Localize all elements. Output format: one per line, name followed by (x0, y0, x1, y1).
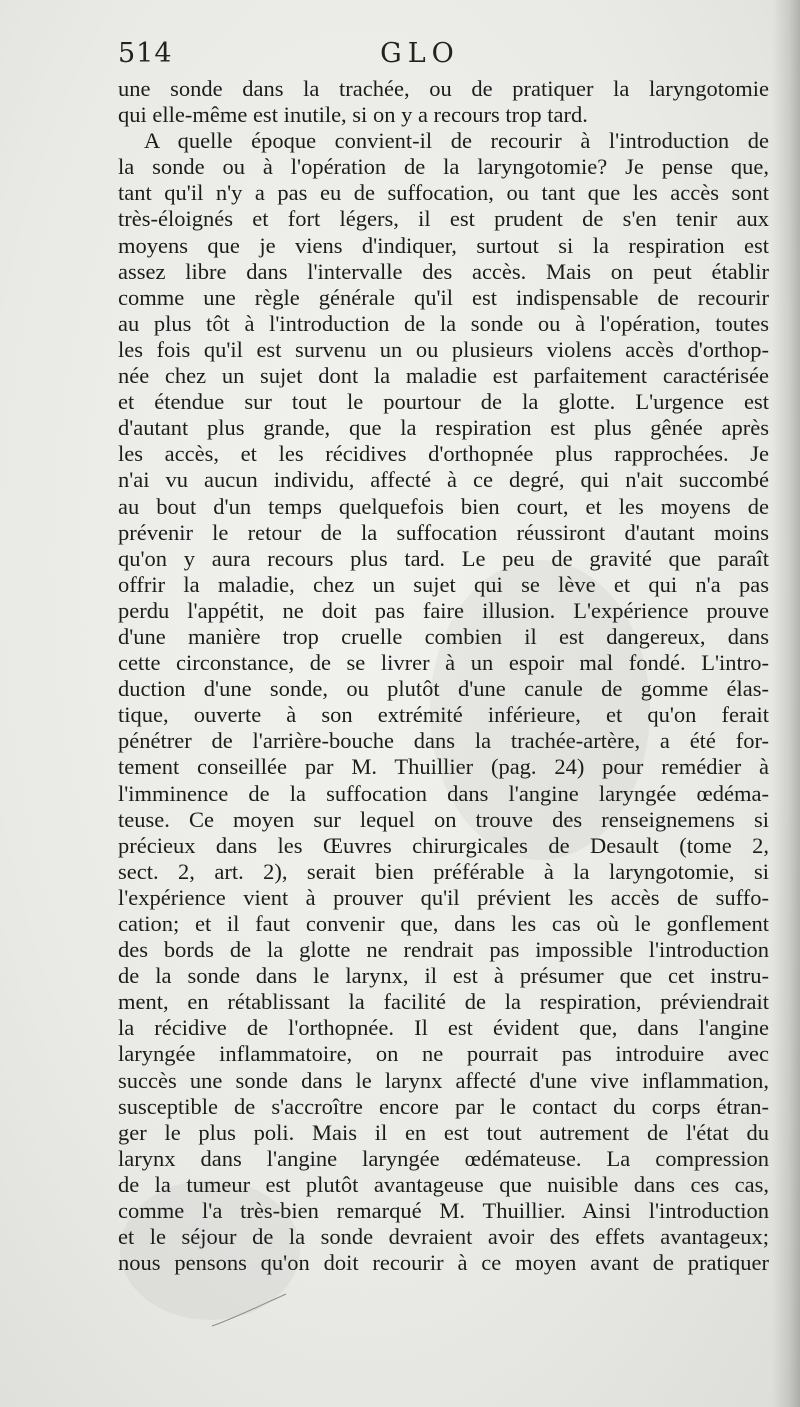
text-line: les fois qu'il est survenu un ou plusieurs violens accès d'orthop- (118, 336, 769, 362)
text-line: sect. 2, art. 2), serait bien préférable à la laryngotomie, si (118, 858, 769, 884)
text-line: au plus tôt à l'introduction de la sonde ou à l'opération, toutes (118, 310, 769, 336)
text-line: d'une manière trop cruelle combien il est dangereux, dans (118, 623, 769, 649)
text-line: l'imminence de la suffocation dans l'angine laryngée œdéma- (118, 780, 769, 806)
text-line: très-éloignés et fort légers, il est prudent de s'en tenir aux (118, 206, 769, 232)
body-text (118, 76, 769, 1276)
text-line: teuse. Ce moyen sur lequel on trouve des renseignemens si (118, 806, 769, 832)
text-line: succès une sonde dans le larynx affecté d'une vive inflammation, (118, 1067, 769, 1093)
text-line: n'ai vu aucun individu, affecté à ce degré, qui n'ait succombé (118, 467, 769, 493)
text-line: perdu l'appétit, ne doit pas faire illusion. L'expérience prouve (118, 597, 769, 623)
text-line: ment, en rétablissant la facilité de la respiration, préviendrait (118, 989, 769, 1015)
text-line: les accès, et les récidives d'orthopnée plus rapprochées. Je (118, 441, 769, 467)
text-line: ger le plus poli. Mais il en est tout autrement de l'état du (118, 1119, 769, 1145)
text-line: née chez un sujet dont la maladie est parfaitement caractérisée (118, 363, 769, 389)
text-line: assez libre dans l'intervalle des accès. Mais on peut établir (118, 258, 769, 284)
text-line: comme l'a très-bien remarqué M. Thuillier. Ainsi l'introduction (118, 1198, 769, 1224)
text-line: l'expérience vient à prouver qu'il prévient les accès de suffo- (118, 884, 769, 910)
text-line: moyens que je viens d'indiquer, surtout si la respiration est (118, 232, 769, 258)
text-line: nous pensons qu'on doit recourir à ce moyen avant de pratiquer (118, 1250, 769, 1276)
text-line: tique, ouverte à son extrémité inférieure, et qu'on ferait (118, 702, 769, 728)
text-line: comme une règle générale qu'il est indispensable de recourir (118, 284, 769, 310)
text-line: duction d'une sonde, ou plutôt d'une canule de gomme élas- (118, 676, 769, 702)
pencil-mark (210, 1290, 290, 1330)
text-line: la sonde ou à l'opération de la laryngotomie? Je pense que, (118, 154, 769, 180)
text-line: larynx dans l'angine laryngée œdémateuse. La compression (118, 1145, 769, 1171)
page-gutter-shadow (772, 0, 800, 1407)
text-line: et le séjour de la sonde devraient avoir des effets avantageux; (118, 1224, 769, 1250)
text-line: et étendue sur tout le pourtour de la glotte. L'urgence est (118, 389, 769, 415)
text-line: susceptible de s'accroître encore par le contact du corps étran- (118, 1093, 769, 1119)
text-line: qui elle-même est inutile, si on y a recours trop tard. (118, 102, 588, 128)
text-line: cation; et il faut convenir que, dans les cas où le gonflement (118, 911, 769, 936)
running-head: GLO (380, 38, 460, 69)
text-line: d'autant plus grande, que la respiration est plus gênée après (118, 415, 769, 441)
page-number: 514 (118, 38, 173, 69)
text-line: de la sonde dans le larynx, il est à présumer que cet instru- (118, 963, 769, 989)
text-line: de la tumeur est plutôt avantageuse que nuisible dans ces cas, (118, 1171, 769, 1197)
text-line: A quelle époque convient-il de recourir à l'introduction de (144, 128, 769, 154)
text-line: offrir la maladie, chez un sujet qui se lève et qui n'a pas (118, 571, 769, 597)
text-line: la récidive de l'orthopnée. Il est évident que, dans l'angine (118, 1015, 769, 1041)
text-line: cette circonstance, de se livrer à un espoir mal fondé. L'intro- (118, 650, 769, 676)
text-line: prévenir le retour de la suffocation réussiront d'autant moins (118, 519, 769, 545)
text-line: au bout d'un temps quelquefois bien court, et les moyens de (118, 493, 769, 519)
text-line: qu'on y aura recours plus tard. Le peu de gravité que paraît (118, 545, 769, 571)
text-line: tement conseillée par M. Thuillier (pag. 24) pour remédier à (118, 754, 769, 780)
text-line: des bords de la glotte ne rendrait pas impossible l'introduction (118, 937, 769, 963)
text-line: laryngée inflammatoire, on ne pourrait pas introduire avec (118, 1041, 769, 1067)
text-line: précieux dans les Œuvres chirurgicales de Desault (tome 2, (118, 832, 769, 858)
text-line: pénétrer de l'arrière-bouche dans la trachée-artère, a été for- (118, 728, 769, 754)
text-line: tant qu'il n'y a pas eu de suffocation, ou tant que les accès sont (118, 180, 769, 206)
text-line: une sonde dans la trachée, ou de pratiquer la laryngotomie (118, 76, 769, 101)
